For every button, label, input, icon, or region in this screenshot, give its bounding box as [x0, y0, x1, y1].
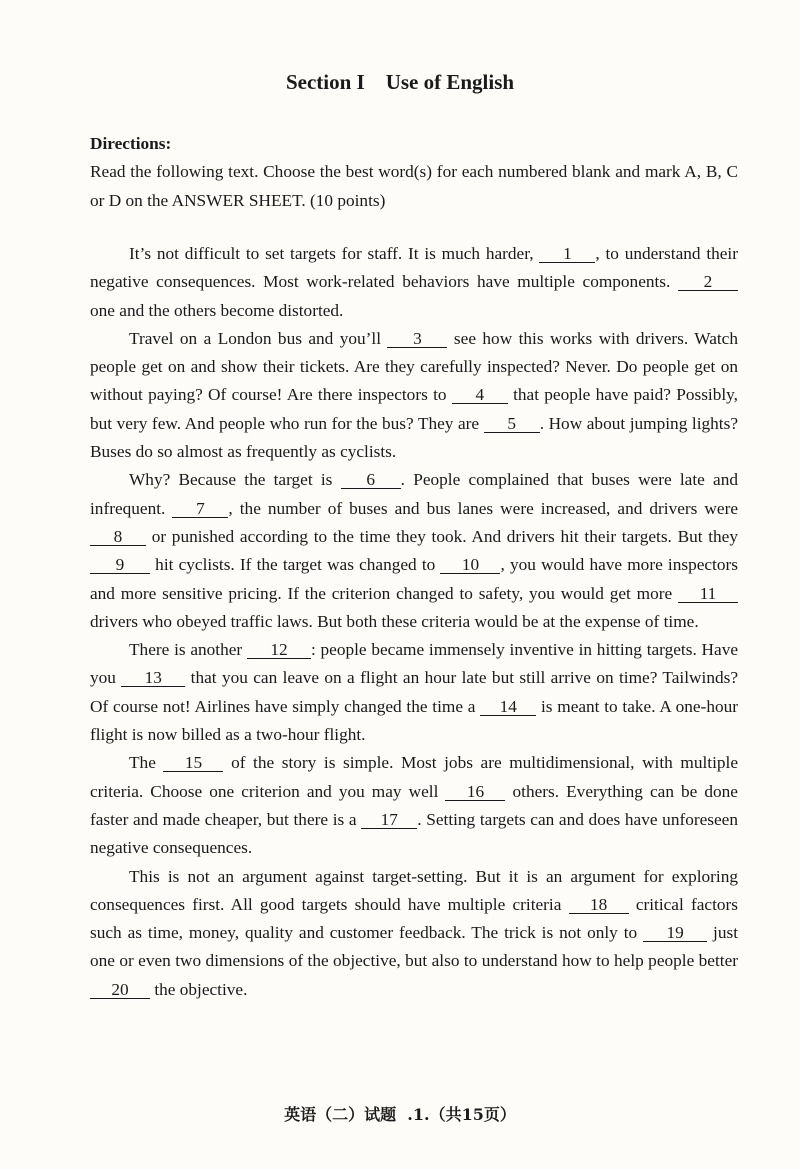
text-segment: , the number of buses and bus lanes were increased, and drivers were — [228, 498, 738, 518]
paragraph-4 — [90, 636, 738, 749]
text-segment: see how this works with drivers. Watch people get on and show their tickets. Are they carefully inspected? Never. Do people get on without paying? Of course! Are there inspectors to — [90, 328, 738, 405]
text-segment: hit cyclists. If the target was changed to — [155, 555, 436, 575]
blank-14: 14 — [480, 698, 536, 716]
text-segment: or punished according to the time they took. And drivers hit their targets. But they — [151, 526, 738, 546]
text-segment: critical factors such as time, money, quality and customer feedback. The trick is not only to — [90, 894, 738, 943]
text-segment: This is not an argument against target-setting. But it is an argument for exploring consequences first. All good targets should have multiple criteria — [90, 866, 738, 914]
blank-8: 8 — [90, 528, 146, 546]
paragraph-1 — [90, 240, 738, 325]
text-segment: Travel on a London bus and you’ll — [129, 328, 382, 348]
directions-text: Read the following text. Choose the best word(s) for each numbered blank and mark A, B, C or D on the ANSWER SHEET. (10 points) — [90, 162, 738, 210]
text-segment: : people became immensely inventive in hitting targets. Have you — [90, 640, 739, 688]
blank-16: 16 — [445, 783, 505, 801]
blank-13: 13 — [121, 669, 185, 687]
text-segment: of the story is simple. Most jobs are multidimensional, with multiple criteria. Choose one criterion and you may well — [90, 753, 738, 801]
blank-6: 6 — [341, 471, 401, 489]
blank-1: 1 — [539, 245, 595, 263]
paragraph-5 — [90, 749, 738, 862]
blank-12: 12 — [247, 641, 311, 659]
text-segment: that people have paid? Possibly, but very few. And people who run for the bus? They are — [90, 385, 738, 433]
text-segment: is meant to take. A one-hour flight is now billed as a two-hour flight. — [90, 696, 738, 745]
text-segment: , you would have more inspectors and more sensitive pricing. If the criterion changed to safety, you would get more — [90, 555, 738, 603]
paragraph-6 — [90, 863, 738, 1004]
blank-10: 10 — [440, 556, 500, 574]
directions-heading: Directions: — [90, 134, 172, 153]
blank-3: 3 — [387, 330, 447, 348]
text-segment: others. Everything can be done faster and made cheaper, but there is a — [90, 781, 738, 829]
passage — [90, 240, 738, 1004]
directions — [90, 130, 738, 215]
blank-15: 15 — [163, 754, 223, 772]
section-title: Section I Use of English — [285, 70, 515, 94]
text-segment: , to understand their negative consequences. Most work-related behaviors have multiple components. — [90, 244, 738, 292]
blank-17: 17 — [361, 811, 417, 829]
blank-20: 20 — [90, 981, 150, 999]
text-segment: one and the others become distorted. — [90, 300, 344, 320]
text-segment: drivers who obeyed traffic laws. But both these criteria would be at the expense of time. — [90, 611, 699, 631]
blank-18: 18 — [569, 896, 629, 914]
text-segment: . People complained that buses were late and infrequent. — [90, 470, 738, 518]
text-segment: The — [129, 753, 156, 773]
text-segment: It’s not difficult to set targets for staff. It is much harder, — [129, 244, 534, 263]
blank-4: 4 — [452, 386, 508, 404]
blank-5: 5 — [484, 415, 540, 433]
text-segment: Why? Because the target is — [129, 470, 333, 490]
page-footer: 英语（二）试题 .1.（共15页） — [284, 1105, 516, 1124]
text-segment: the objective. — [154, 979, 248, 999]
blank-2: 2 — [678, 273, 738, 291]
blank-11: 11 — [678, 585, 738, 603]
text-segment: . Setting targets can and does have unforeseen negative consequences. — [90, 809, 738, 858]
paragraph-2 — [90, 325, 738, 466]
blank-9: 9 — [90, 556, 150, 574]
blank-19: 19 — [643, 924, 707, 942]
text-segment: that you can leave on a flight an hour late but still arrive on time? Tailwinds? Of course not! Airlines have simply changed the time a — [90, 668, 738, 716]
text-segment: . How about jumping lights? Buses do so almost as frequently as cyclists. — [90, 413, 738, 462]
text-segment: There is another — [129, 640, 243, 660]
paragraph-3 — [90, 466, 738, 636]
blank-7: 7 — [172, 500, 228, 518]
text-segment: just one or even two dimensions of the objective, but also to understand how to help people better — [90, 923, 738, 971]
